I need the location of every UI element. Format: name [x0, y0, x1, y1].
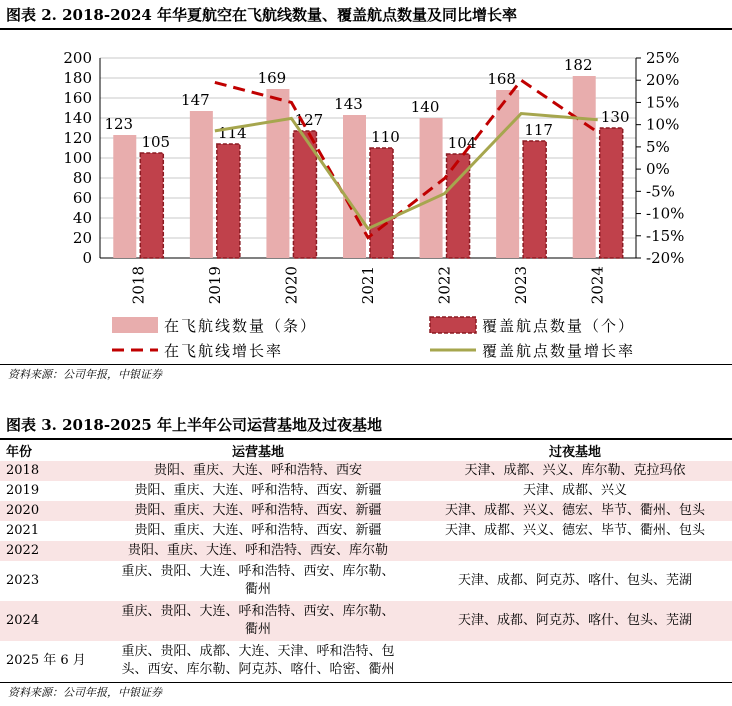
- cell-overnight: 天津、成都、兴义: [522, 483, 627, 498]
- data-label-route: 140: [410, 98, 440, 116]
- y-right-tick-label: 5%: [646, 137, 670, 156]
- x-tick-label: 2023: [512, 266, 531, 305]
- cell-overnight: 天津、成都、兴义、德宏、毕节、衢州、包头: [418, 501, 732, 521]
- data-label-route: 182: [563, 56, 593, 74]
- bar-route-count: [343, 115, 366, 258]
- cell-overnight: [418, 641, 732, 681]
- y-right-tick-label: 10%: [646, 115, 680, 134]
- legend-swatch-route: [112, 317, 158, 333]
- table-row: [0, 641, 732, 681]
- x-tick-label: 2019: [205, 266, 224, 305]
- cell-year: 2018: [0, 461, 98, 481]
- y-left-tick-label: 100: [63, 149, 92, 167]
- cell-operating: 贵阳、重庆、大连、呼和浩特、西安、新疆: [134, 483, 382, 498]
- figure3-source: 资料来源：公司年报，中银证券: [8, 686, 162, 699]
- cell-year: 2024: [0, 601, 98, 641]
- cell-overnight: 天津、成都、阿克苏、喀什、包头、芜湖: [457, 573, 692, 588]
- cell-operating: 重庆、贵阳、大连、呼和浩特、西安、库尔勒、衢州: [121, 564, 395, 597]
- y-right-tick-label: 20%: [646, 71, 680, 90]
- header-year: 年份: [6, 445, 33, 460]
- y-left-tick-label: 120: [63, 129, 92, 147]
- cell-operating: 贵阳、重庆、大连、呼和浩特、西安、新疆: [134, 523, 382, 538]
- legend-swatch-destination: [430, 317, 476, 333]
- y-right-tick-label: -10%: [646, 204, 685, 223]
- table-row: [0, 501, 732, 521]
- cell-year: 2021: [6, 523, 40, 538]
- bar-route-count: [113, 135, 136, 258]
- bar-route-count: [496, 90, 519, 258]
- y-left-tick-label: 80: [72, 169, 92, 187]
- data-label-route: 168: [487, 70, 516, 88]
- data-label-destination: 114: [218, 124, 247, 142]
- cell-operating: 贵阳、重庆、大连、呼和浩特、西安、新疆: [98, 501, 418, 521]
- y-left-tick-label: 60: [72, 189, 92, 207]
- table-row: [0, 541, 732, 561]
- bases-table: [0, 440, 732, 681]
- y-left-tick-label: 200: [63, 49, 92, 67]
- cell-operating: 重庆、贵阳、成都、大连、天津、呼和浩特、包头、西安、库尔勒、阿克苏、喀什、哈密、衢州: [121, 644, 395, 677]
- header-operating: 运营基地: [231, 445, 284, 460]
- cell-year: 2023: [6, 573, 40, 588]
- x-tick-label: 2022: [435, 266, 454, 305]
- y-left-tick-label: 180: [63, 69, 92, 87]
- cell-overnight: [418, 541, 732, 561]
- figure3-title: 图表 3. 2018-2025 年上半年公司运营基地及过夜基地: [6, 416, 383, 434]
- y-left-tick-label: 40: [72, 209, 92, 227]
- y-right-tick-label: 0%: [646, 160, 670, 179]
- y-right-tick-label: -5%: [646, 182, 675, 201]
- y-right-tick-label: -20%: [646, 249, 685, 267]
- bar-route-count: [573, 76, 596, 258]
- bar-route-count: [190, 111, 213, 258]
- header-overnight: 过夜基地: [548, 445, 601, 460]
- y-left-tick-label: 20: [72, 229, 92, 247]
- cell-year: 2019: [6, 483, 40, 498]
- chart-area: [0, 30, 732, 362]
- table-row: [0, 461, 732, 481]
- bar-destination-count: [370, 148, 393, 258]
- cell-overnight: 天津、成都、兴义、德宏、毕节、衢州、包头: [444, 523, 705, 538]
- table-row: [0, 601, 732, 641]
- source-rule: [0, 364, 732, 365]
- cell-year: 2022: [0, 541, 98, 561]
- data-label-route: 123: [104, 115, 134, 133]
- y-left-tick-label: 160: [63, 89, 92, 107]
- data-label-route: 143: [334, 95, 363, 113]
- table-row: [0, 521, 732, 541]
- y-right-tick-label: -15%: [646, 226, 685, 245]
- legend-label-route: 在飞航线数量（条）: [164, 317, 318, 335]
- x-tick-label: 2018: [129, 266, 148, 305]
- data-label-route: 147: [181, 91, 210, 109]
- cell-operating: 贵阳、重庆、大连、呼和浩特、西安、库尔勒: [98, 541, 418, 561]
- cell-year: 2020: [0, 501, 98, 521]
- data-label-destination: 110: [371, 128, 400, 146]
- cell-year: 2025 年 6 月: [6, 653, 86, 668]
- data-label-destination: 105: [141, 133, 171, 151]
- cell-overnight: 天津、成都、兴义、库尔勒、克拉玛依: [418, 461, 732, 481]
- cell-operating: 贵阳、重庆、大连、呼和浩特、西安: [98, 461, 418, 481]
- table-bottom-rule: [0, 682, 732, 683]
- table-header-row: [0, 440, 732, 461]
- data-label-destination: 127: [294, 111, 324, 129]
- x-tick-label: 2020: [282, 266, 301, 305]
- data-label-destination: 130: [600, 108, 630, 126]
- x-tick-label: 2021: [359, 266, 377, 305]
- bar-destination-count: [600, 128, 623, 258]
- legend-label-destination-growth: 覆盖航点数量增长率: [482, 342, 636, 360]
- bar-route-count: [266, 89, 289, 258]
- data-label-route: 169: [257, 69, 287, 87]
- cell-overnight: 天津、成都、阿克苏、喀什、包头、芜湖: [418, 601, 732, 641]
- table-row: [0, 481, 732, 501]
- table-row: [0, 561, 732, 601]
- y-left-tick-label: 140: [63, 109, 92, 127]
- bar-destination-count: [140, 153, 163, 258]
- y-left-tick-label: 0: [82, 249, 92, 267]
- figure2-title: 图表 2. 2018-2024 年华夏航空在飞航线数量、覆盖航点数量及同比增长率: [6, 6, 518, 24]
- data-label-destination: 117: [524, 121, 553, 139]
- y-right-tick-label: 15%: [646, 93, 680, 112]
- data-label-destination: 104: [447, 134, 477, 152]
- legend-label-destination: 覆盖航点数量（个）: [482, 317, 636, 335]
- bar-destination-count: [217, 144, 240, 258]
- x-tick-label: 2024: [588, 266, 607, 305]
- bar-destination-count: [523, 141, 546, 258]
- legend-label-route-growth: 在飞航线增长率: [164, 342, 284, 360]
- figure2-source: 资料来源：公司年报，中银证券: [8, 368, 162, 381]
- cell-operating: 重庆、贵阳、大连、呼和浩特、西安、库尔勒、衢州: [98, 601, 418, 641]
- y-right-tick-label: 25%: [646, 49, 680, 67]
